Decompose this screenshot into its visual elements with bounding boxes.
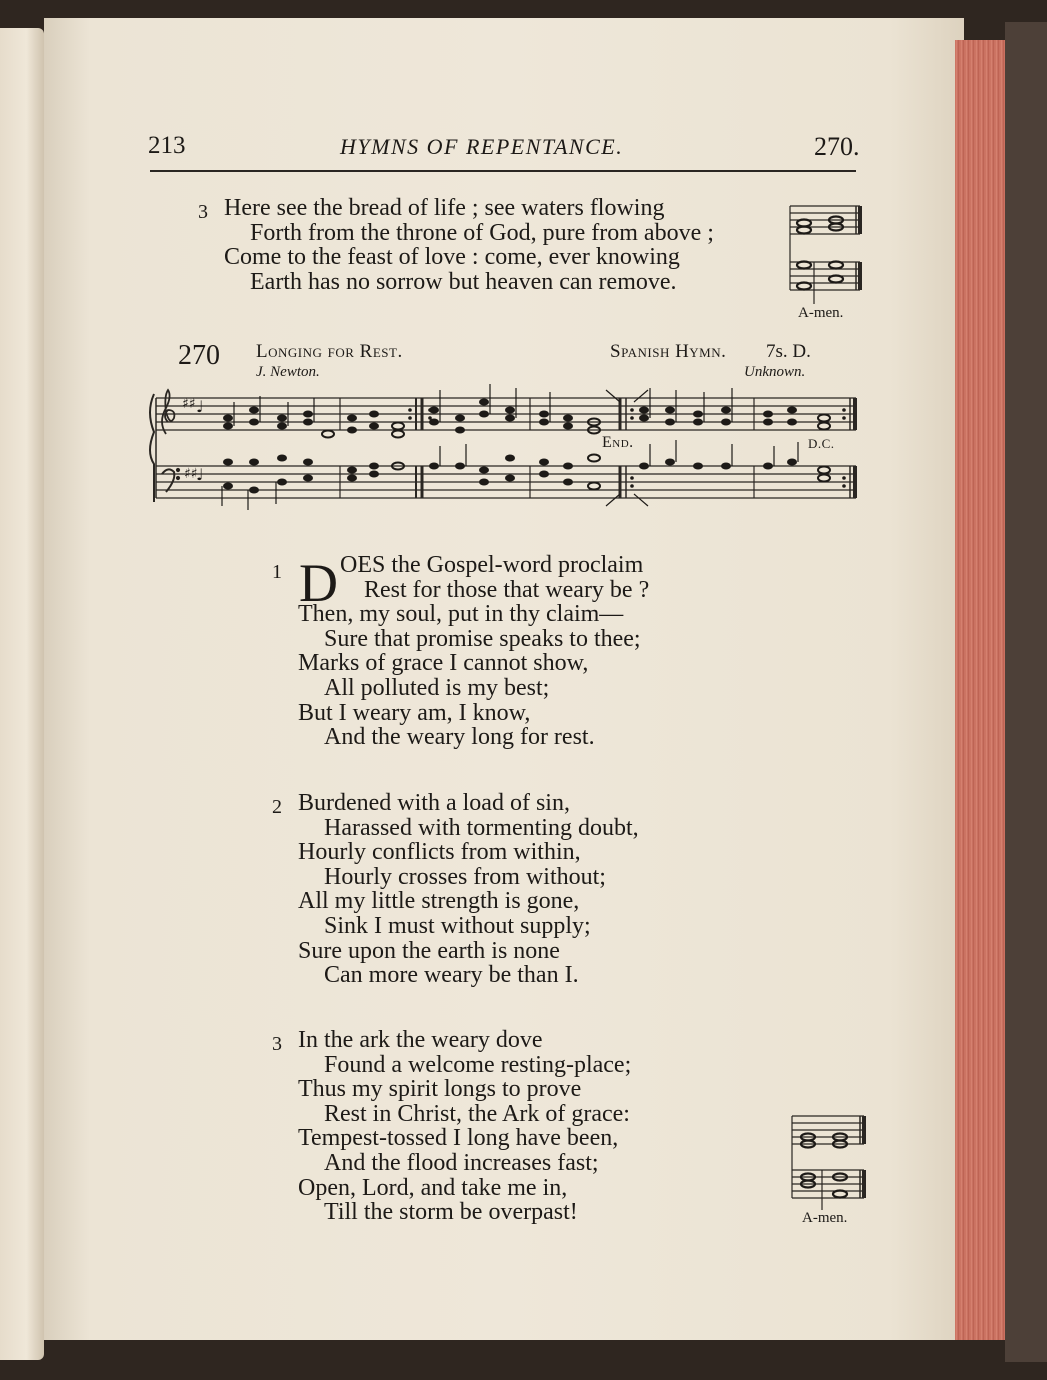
verse-3 [298,1028,631,1225]
verse-1-dropcap: D [299,553,338,613]
verse-line: Burdened with a load of sin, [298,790,570,816]
verse-1-number: 1 [272,561,282,583]
book-cover-edge [1005,22,1047,1362]
svg-text:♩: ♩ [196,465,204,484]
prev-verse-line: Forth from the throne of God, pure from above ; [250,219,714,246]
header-rule [150,170,856,172]
verse-line: All polluted is my best; [324,674,550,701]
prev-verse-line: Come to the feast of love : come, ever knowing [224,244,680,271]
tune-composer: Unknown. [744,364,806,380]
amen-notation-bottom [790,1110,868,1218]
verse-line: But I weary am, I know, [298,699,531,726]
running-title: HYMNS OF REPENTANCE. [340,134,624,159]
verse-line: Rest in Christ, the Ark of grace: [324,1100,630,1127]
hymn-number: 270 [178,340,220,371]
verse-line: All my little strength is gone, [298,888,580,915]
verse-line: Hourly crosses from without; [324,863,606,890]
verse-line: Tempest-tossed I long have been, [298,1125,619,1152]
svg-text:♯♯: ♯♯ [182,396,196,412]
page-number: 213 [148,132,186,159]
verse-3-number: 3 [272,1033,282,1055]
verse-line: Marks of grace I cannot show, [298,650,589,677]
verse-line: Then, my soul, put in thy claim— [298,601,624,628]
music-end-label: End. [602,434,634,451]
verse-line: Hourly conflicts from within, [298,839,581,866]
previous-page-edge [0,28,44,1360]
verse-line: In the ark the weary dove [298,1027,543,1053]
verse-line: OES the Gospel-word proclaim [340,552,644,578]
hymn-meter: 7s. D. [766,341,811,362]
verse-2 [298,791,639,988]
prev-verse-line: Here see the bread of life ; see waters flowing [224,195,665,221]
hymn-author: J. Newton. [256,364,320,380]
svg-text:♩: ♩ [196,397,204,416]
hymn-reference: 270. [814,132,860,161]
hymn-title: Longing for Rest. [256,341,403,362]
verse-1 [298,553,649,750]
amen-notation-top [788,200,864,310]
amen-label-bottom: A-men. [802,1210,848,1226]
verse-line: Harassed with tormenting doubt, [324,814,639,841]
verse-line: And the weary long for rest. [324,724,595,751]
svg-text:♯♯: ♯♯ [184,466,198,482]
verse-line: Thus my spirit longs to prove [298,1076,582,1103]
verse-line: And the flood increases fast; [324,1149,599,1176]
music-score [148,382,860,512]
verse-line: Sink I must without supply; [324,912,591,939]
page-edges-red [955,40,1007,1340]
prev-verse [224,196,714,294]
prev-verse-number: 3 [198,201,208,223]
verse-line: Rest for those that weary be ? [364,576,650,603]
verse-line: Open, Lord, and take me in, [298,1174,568,1201]
tune-name: Spanish Hymn. [610,341,727,362]
verse-line: Sure upon the earth is none [298,937,560,964]
verse-line: Till the storm be overpast! [324,1199,578,1226]
verse-line: Sure that promise speaks to thee; [324,625,641,652]
prev-verse-line: Earth has no sorrow but heaven can remove. [250,268,677,295]
music-dc-label: D.C. [808,436,835,451]
verse-2-number: 2 [272,796,282,818]
amen-label-top: A-men. [798,305,844,321]
verse-line: Can more weary be than I. [324,962,579,989]
verse-line: Found a welcome resting-place; [324,1051,632,1078]
